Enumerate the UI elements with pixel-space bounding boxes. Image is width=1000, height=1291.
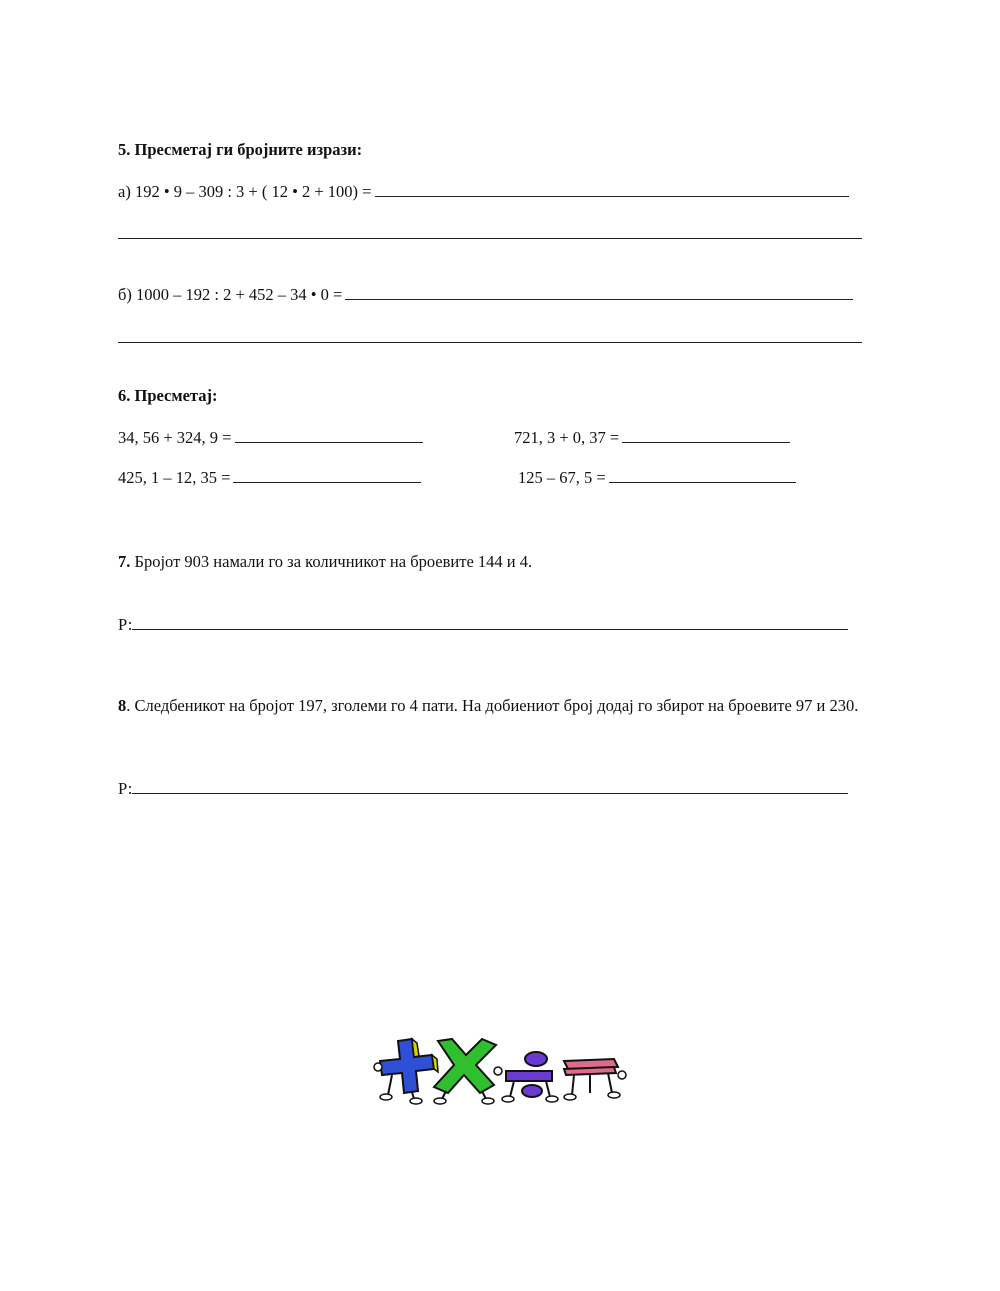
- task8-text: . Следбеникот на бројот 197, зголеми го 4 пати. На добиениот број додај го збирот на броевите 97 и 230.: [126, 696, 859, 715]
- equals-character-icon: [564, 1059, 626, 1100]
- task5-answer-b-line-2[interactable]: [118, 342, 862, 343]
- task6-answer-left-1-blank[interactable]: [235, 428, 423, 443]
- task6-problem-left-2-text: 425, 1 – 12, 35 =: [118, 468, 231, 487]
- task5-heading: 5. Пресметај ги бројните изрази:: [118, 140, 363, 159]
- task7-answer: [118, 615, 848, 635]
- task7-answer-label: Р:: [118, 615, 133, 634]
- task6-problem-right-1-text: 721, 3 + 0, 37 =: [514, 428, 620, 447]
- task6-answer-right-2-blank[interactable]: [609, 468, 796, 483]
- task6-problem-left-1-text: 34, 56 + 324, 9 =: [118, 428, 232, 447]
- task5-answer-a-line-2[interactable]: [118, 238, 862, 239]
- task8-answer: [118, 779, 848, 799]
- task6-problem-right-1: [514, 428, 790, 448]
- task6-problem-left-2: [118, 468, 421, 488]
- task6-problem-right-2-text: 125 – 67, 5 =: [518, 468, 606, 487]
- task8-question: [118, 694, 878, 717]
- task5-expression-a: [118, 182, 849, 202]
- task7-question: [118, 552, 532, 572]
- task6-answer-left-2-blank[interactable]: [233, 468, 421, 483]
- task6-problem-right-2: [518, 468, 796, 488]
- task6-problem-left-1: [118, 428, 423, 448]
- task5-expression-b: [118, 285, 853, 305]
- math-operators-characters-icon: [368, 1035, 628, 1105]
- task7-answer-blank[interactable]: [132, 615, 848, 630]
- task6-heading: 6. Пресметај:: [118, 386, 218, 405]
- divide-character-icon: [502, 1052, 558, 1102]
- task5-answer-b-blank[interactable]: [345, 285, 853, 300]
- task7-number: 7.: [118, 552, 131, 571]
- task6-answer-right-1-blank[interactable]: [622, 428, 790, 443]
- task7-text: Бројот 903 намали го за количникот на броевите 144 и 4.: [130, 552, 533, 571]
- task5-answer-a-blank[interactable]: [375, 182, 849, 197]
- times-character-icon: [434, 1039, 502, 1104]
- task8-answer-blank[interactable]: [132, 779, 848, 794]
- task8-number: 8: [118, 696, 127, 715]
- plus-character-icon: [374, 1039, 438, 1104]
- task8-answer-label: Р:: [118, 779, 133, 798]
- task5-expression-a-text: а) 192 • 9 – 309 : 3 + ( 12 • 2 + 100) =: [118, 182, 372, 201]
- task5-expression-b-text: б) 1000 – 192 : 2 + 452 – 34 • 0 =: [118, 285, 343, 304]
